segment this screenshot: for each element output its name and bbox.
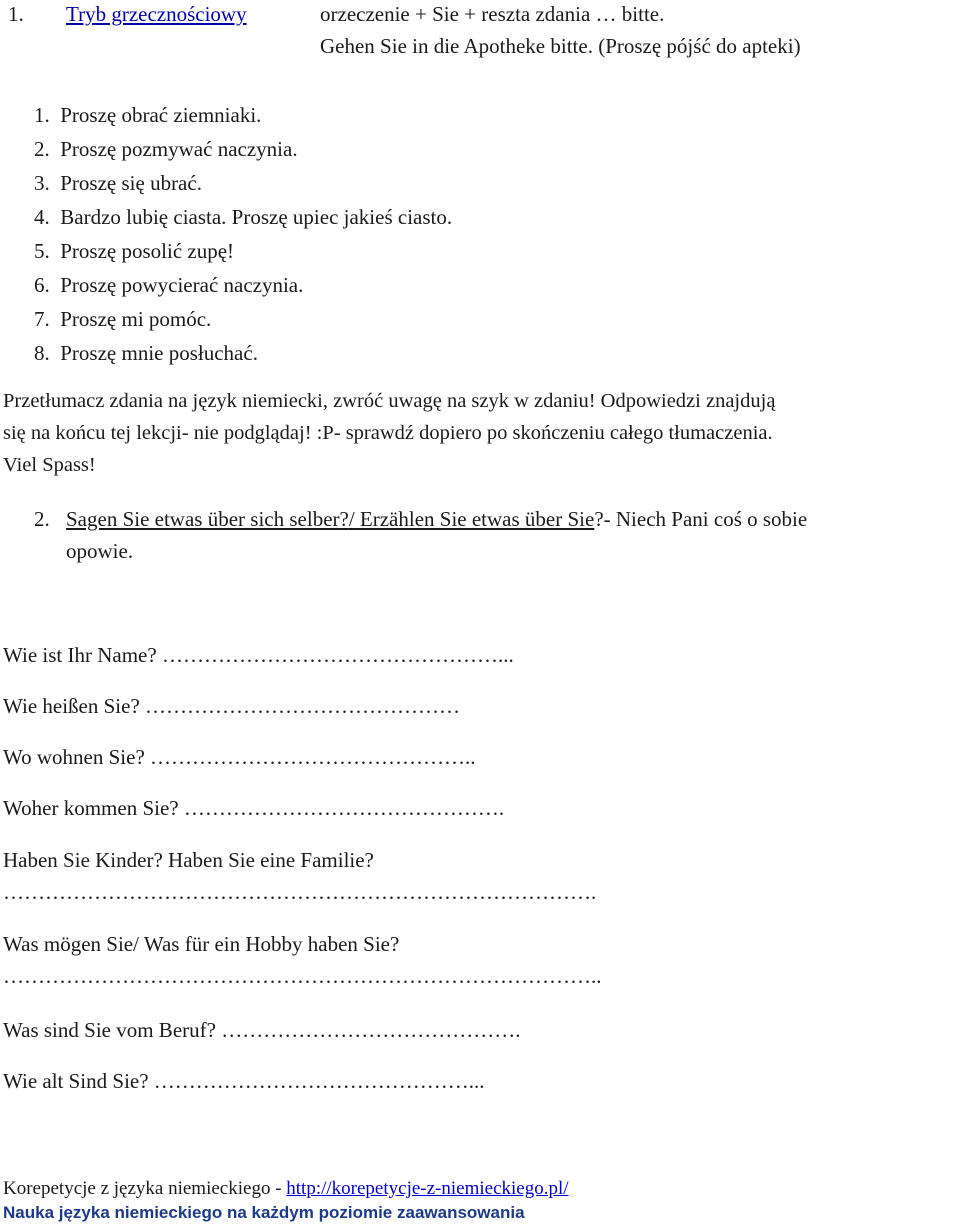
section2-q2: / Erzählen Sie etwas über Sie bbox=[348, 507, 595, 531]
list-item: 1. Proszę obrać ziemniaki. bbox=[34, 103, 262, 127]
answer-dots: ………………………………………………………………………….. bbox=[3, 964, 602, 988]
section1-formula: orzeczenie + Sie + reszta zdania … bitte. bbox=[320, 2, 665, 26]
list-item: 3. Proszę się ubrać. bbox=[34, 171, 202, 195]
section2-heading bbox=[66, 507, 807, 532]
question-text: Haben Sie Kinder? Haben Sie eine Familie? bbox=[3, 848, 374, 872]
footer-line bbox=[3, 1178, 569, 1200]
question-line: Wie ist Ihr Name? …………………………………………... bbox=[3, 643, 514, 667]
footer-tagline: Nauka języka niemieckiego na każdym poziomie zaawansowania bbox=[3, 1203, 525, 1222]
section1-number: 1. bbox=[8, 2, 24, 26]
question-line: Was sind Sie vom Beruf? ……………………………………. bbox=[3, 1018, 521, 1042]
question-line: Woher kommen Sie? ………………………………………. bbox=[3, 796, 505, 820]
list-item: 8. Proszę mnie posłuchać. bbox=[34, 341, 258, 365]
section2-number: 2. bbox=[34, 507, 50, 531]
instruction-line: Przetłumacz zdania na język niemiecki, zwróć uwagę na szyk w zdaniu! Odpowiedzi znajdują bbox=[3, 390, 776, 412]
instruction-line: się na końcu tej lekcji- nie podglądaj! :P- sprawdź dopiero po skończeniu całego tłumaczenia. bbox=[3, 422, 773, 444]
footer-link[interactable]: http://korepetycje-z-niemieckiego.pl/ bbox=[286, 1178, 569, 1199]
section1-title: Tryb grzecznościowy bbox=[66, 2, 247, 26]
question-line: Wo wohnen Sie? ……………………………………….. bbox=[3, 745, 476, 769]
section2-rest: ?- Niech Pani coś o sobie bbox=[594, 507, 808, 531]
section2-q1: Sagen Sie etwas über sich selber? bbox=[66, 507, 349, 531]
section2-continuation: opowie. bbox=[66, 539, 134, 563]
list-item: 4. Bardzo lubię ciasta. Proszę upiec jakieś ciasto. bbox=[34, 205, 453, 229]
list-item: 6. Proszę powycierać naczynia. bbox=[34, 273, 304, 297]
list-item: 2. Proszę pozmywać naczynia. bbox=[34, 137, 298, 161]
example-pl: (Proszę pójść do apteki) bbox=[598, 34, 801, 58]
example-de: Gehen Sie in die Apotheke bitte. bbox=[320, 34, 593, 58]
list-item: 5. Proszę posolić zupę! bbox=[34, 239, 235, 263]
footer-text: Korepetycje z języka niemieckiego - bbox=[3, 1178, 282, 1199]
answer-dots: …………………………………………………………………………. bbox=[3, 880, 597, 904]
question-text: Was mögen Sie/ Was für ein Hobby haben Sie? bbox=[3, 932, 400, 956]
section1-example bbox=[320, 34, 801, 59]
instruction-line: Viel Spass! bbox=[3, 454, 96, 476]
question-line: Wie alt Sind Sie? ………………………………………... bbox=[3, 1069, 485, 1093]
question-line: Wie heißen Sie? ……………………………………… bbox=[3, 694, 461, 718]
list-item: 7. Proszę mi pomóc. bbox=[34, 307, 212, 331]
